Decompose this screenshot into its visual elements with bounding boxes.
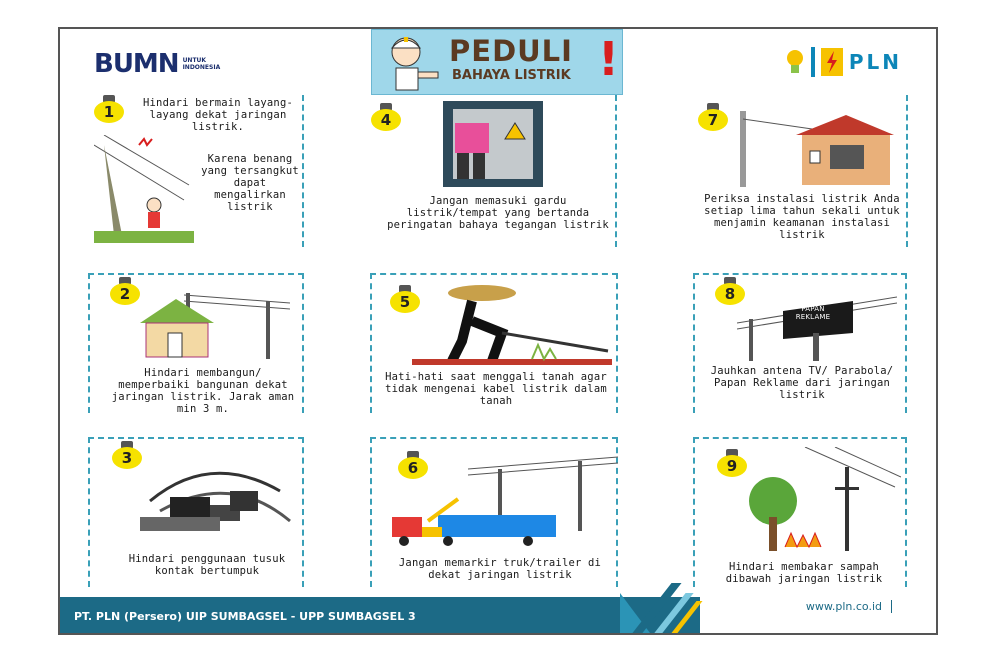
badge-number: 7 <box>698 109 728 131</box>
panel-4-text: Jangan memasuki gardu listrik/tempat yang bertanda peringatan bahaya tegangan listrik <box>387 195 609 231</box>
panel-9-text: Hindari membakar sampah dibawah jaringan listrik <box>725 561 883 585</box>
pln-bolt-icon <box>821 48 843 76</box>
panel-8 <box>693 273 907 413</box>
badge-number: 4 <box>371 109 401 131</box>
banner-title: PEDULI <box>449 34 573 68</box>
kite-illustration <box>94 135 194 243</box>
pln-divider <box>811 47 815 77</box>
panel-1-text: Hindari bermain layang-layang dekat jaringan listrik. <box>143 97 293 133</box>
badge-number: 3 <box>112 447 142 469</box>
panel-6 <box>370 437 618 587</box>
truck-under-lines-illustration <box>388 455 618 549</box>
badge-number: 8 <box>715 283 745 305</box>
bumn-logo-text: BUMN <box>94 49 179 79</box>
badge-number: 5 <box>390 291 420 313</box>
billboard-illustration <box>737 289 897 361</box>
footer-bar <box>60 597 700 633</box>
billboard-sign-text: PAPAN REKLAME <box>795 305 831 321</box>
panel-2-text: Hindari membangun/ memperbaiki bangunan dekat jaringan listrik. Jarak aman min 3 m. <box>111 367 295 415</box>
poster <box>58 27 938 635</box>
title-banner <box>371 29 623 95</box>
panel-4 <box>371 95 617 247</box>
badge-2 <box>110 277 140 303</box>
bumn-sub-1: UNTUK <box>182 57 207 64</box>
badge-4 <box>371 103 401 129</box>
digging-illustration <box>412 281 612 371</box>
house-wiring-illustration <box>736 111 896 187</box>
burning-trash-illustration <box>745 447 901 551</box>
panel-6-text: Jangan memarkir truk/trailer di dekat jaringan listrik <box>398 557 602 581</box>
panel-9 <box>693 437 907 587</box>
substation-illustration <box>443 101 543 187</box>
website-link[interactable]: www.pln.co.id <box>805 600 882 613</box>
badge-number: 9 <box>717 455 747 477</box>
house-near-lines-illustration <box>140 287 290 361</box>
panel-3 <box>88 437 304 587</box>
lightbulb-icon <box>785 47 805 77</box>
panel-3-text: Hindari penggunaan tusuk kontak bertumpuk <box>128 553 286 577</box>
stacked-plugs-illustration <box>130 461 300 541</box>
banner-subtitle: BAHAYA LISTRIK <box>452 68 571 83</box>
panel-5 <box>370 273 618 413</box>
panel-1 <box>94 95 304 247</box>
bumn-sub-2: INDONESIA <box>182 64 221 71</box>
website-separator <box>891 600 892 613</box>
badge-number: 6 <box>398 457 428 479</box>
badge-number: 1 <box>94 101 124 123</box>
panel-5-text: Hati-hati saat menggali tanah agar tidak mengenai kabel listrik dalam tanah <box>385 371 607 407</box>
panel-7-text: Periksa instalasi listrik Anda setiap lima tahun sekali untuk menjamin keamanan instalasi listrik <box>704 193 900 241</box>
pln-logo-text: PLN <box>848 50 902 74</box>
panel-8-text: Jauhkan antena TV/ Parabola/ Papan Reklame dari jaringan listrik <box>710 365 894 401</box>
footer-company: PT. PLN (Persero) UIP SUMBAGSEL - UPP SUMBAGSEL 3 <box>74 610 416 623</box>
bumn-subtitle <box>183 57 221 71</box>
badge-9 <box>717 449 747 475</box>
panel-7 <box>696 95 908 247</box>
badge-1 <box>94 95 124 121</box>
badge-number: 2 <box>110 283 140 305</box>
panel-2 <box>88 273 304 413</box>
mascot-icon <box>378 32 442 94</box>
bumn-logo <box>94 49 220 79</box>
exclamation-icon: ! <box>598 32 619 86</box>
panel-1-text-2: Karena benang yang tersangkut dapat mengalirkan listrik <box>201 153 299 213</box>
pln-logo <box>785 47 902 77</box>
badge-7 <box>698 103 728 129</box>
